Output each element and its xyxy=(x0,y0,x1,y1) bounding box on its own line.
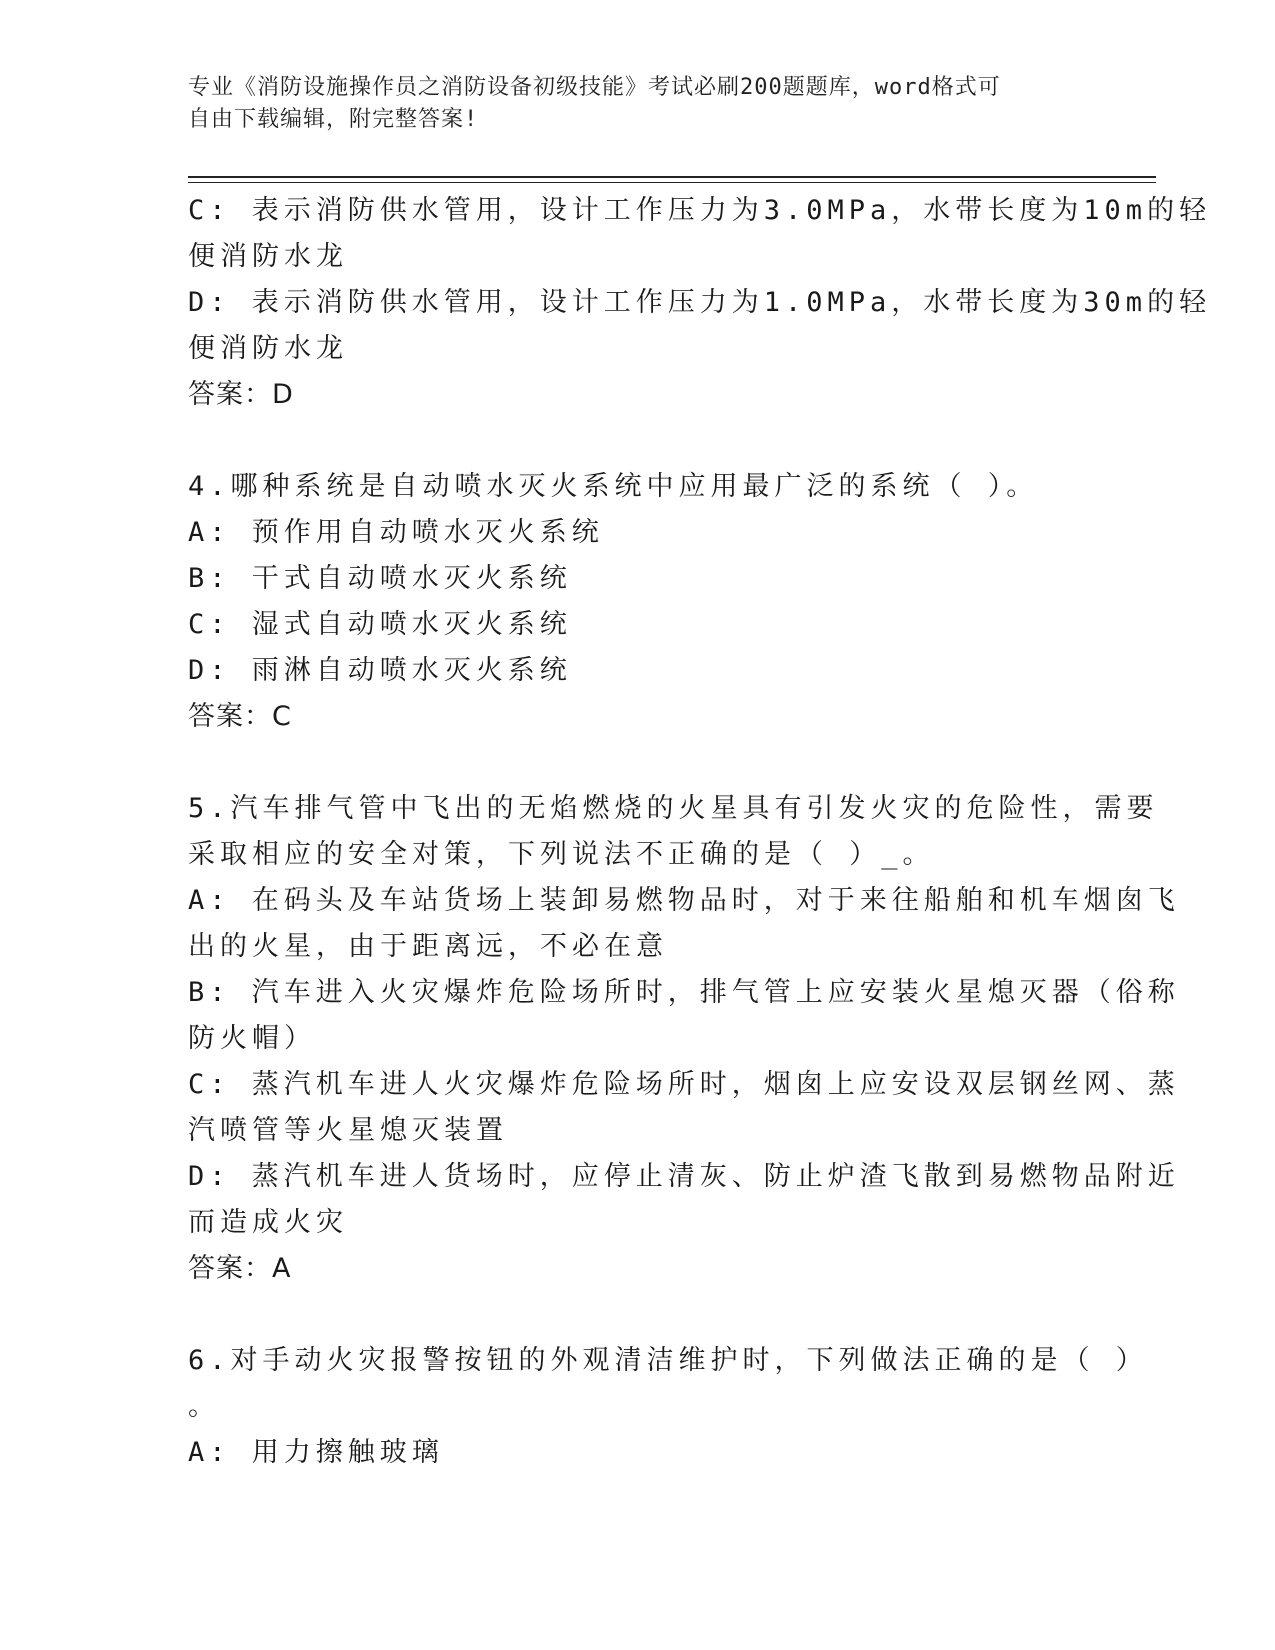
option-c: C: 蒸汽机车进人火灾爆炸危险场所时，烟囱上应安设双层钢丝网、蒸 xyxy=(188,1069,1180,1100)
document-header xyxy=(188,72,1088,136)
question-5 xyxy=(188,786,1180,1292)
option-b: B: 干式自动喷水灭火系统 xyxy=(188,563,572,594)
option-a-cont: 出的火星，由于距离远，不必在意 xyxy=(188,931,668,962)
answer-label: 答案：C xyxy=(188,701,292,732)
question-stem: 6.对手动火灾报警按钮的外观清洁维护时，下列做法正确的是（ ） xyxy=(188,1345,1148,1376)
question-4 xyxy=(188,464,1088,740)
question-stem-cont: 采取相应的安全对策，下列说法不正确的是（ ）_。 xyxy=(188,839,935,870)
header-line: 自由下载编辑，附完整答案! xyxy=(188,107,479,132)
option-a: A: 用力擦触玻璃 xyxy=(188,1437,444,1468)
question-3-tail xyxy=(188,188,1212,418)
question-stem-cont: 。 xyxy=(188,1391,220,1422)
option-d: D: 蒸汽机车进人货场时，应停止清灰、防止炉渣飞散到易燃物品附近 xyxy=(188,1161,1180,1192)
option-b-cont: 防火帽） xyxy=(188,1023,316,1054)
option-d-cont: 便消防水龙 xyxy=(188,333,348,364)
option-c-cont: 便消防水龙 xyxy=(188,241,348,272)
question-list xyxy=(188,188,1212,1476)
option-d: D: 雨淋自动喷水灭火系统 xyxy=(188,655,572,686)
option-d: D: 表示消防供水管用，设计工作压力为1.0MPa，水带长度为30m的轻 xyxy=(188,287,1212,318)
option-a: A: 预作用自动喷水灭火系统 xyxy=(188,517,604,548)
question-stem: 5.汽车排气管中飞出的无焰燃烧的火星具有引发火灾的危险性，需要 xyxy=(188,793,1159,824)
question-stem: 4.哪种系统是自动喷水灭火系统中应用最广泛的系统（ ）。 xyxy=(188,471,1039,502)
header-line: 专业《消防设施操作员之消防设备初级技能》考试必刷200题题库，word格式可 xyxy=(188,75,1001,100)
option-b: B: 汽车进入火灾爆炸危险场所时，排气管上应安装火星熄灭器（俗称 xyxy=(188,977,1180,1008)
answer-label: 答案：D xyxy=(188,379,294,410)
answer-label: 答案：A xyxy=(188,1253,292,1284)
question-6 xyxy=(188,1338,1148,1476)
option-c: C: 表示消防供水管用，设计工作压力为3.0MPa，水带长度为10m的轻 xyxy=(188,195,1212,226)
header-divider xyxy=(188,182,1156,183)
option-a: A: 在码头及车站货场上装卸易燃物品时，对于来往船舶和机车烟囱飞 xyxy=(188,885,1180,916)
header-divider xyxy=(188,176,1156,178)
option-c-cont: 汽喷管等火星熄灭装置 xyxy=(188,1115,508,1146)
option-d-cont: 而造成火灾 xyxy=(188,1207,348,1238)
option-c: C: 湿式自动喷水灭火系统 xyxy=(188,609,572,640)
